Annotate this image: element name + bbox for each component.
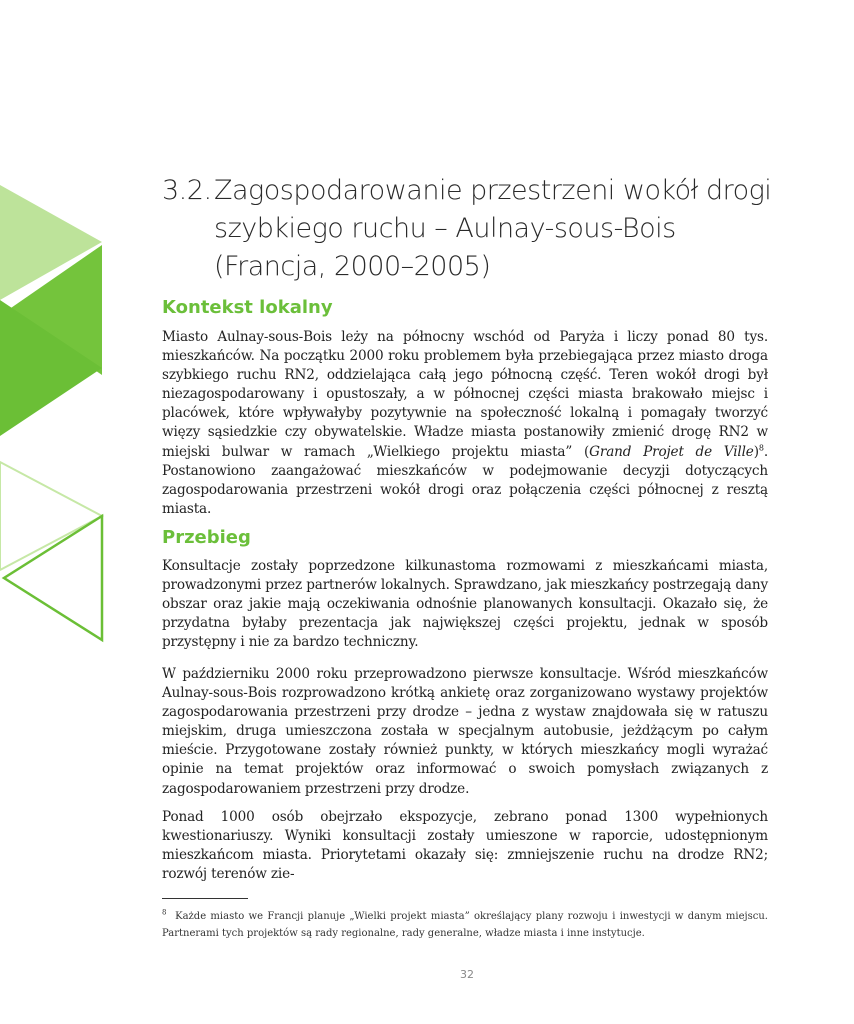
paragraph-context	[162, 328, 768, 519]
paragraph-text: Miasto Aulnay-sous-Bois leży na północny wschód od Paryża i liczy ponad 80 tys. mieszkańców. Na początku 2000 roku problemem była przebiegająca przez miasto droga szybkiego ruchu RN2, oddzielająca całą jego północną część. Teren wokół drogi był niezagospodarowany i opustoszały, a w północnej części miasta brakowało miejsc i placówek, które wpływałyby pozytywnie na społeczność lokalną i pomagały tworzyć więzy sąsiedzkie czy obywatelskie. Władze miasta postanowiły zmienić drogę RN2 w miejski bulwar w ramach „Wielkiego projektu miasta” (	[162, 329, 768, 460]
outline-triangle-green	[4, 516, 102, 640]
footnote	[162, 908, 768, 942]
paragraph-text: )	[753, 443, 759, 460]
outline-triangle-light	[0, 462, 102, 570]
paragraph-process-1: Konsultacje zostały poprzedzone kilkunastoma rozmowami z mieszkańcami miasta, prowadzonymi przez partnerów lokalnych. Sprawdzano, jak mieszkańcy postrzegają dany obszar oraz jakie mają oczekiwania odnośnie planowanych konsultacji. Okazało się, że przydatna byłaby prezentacja jak największej części projektu, jednak w sposób przystępny i nie za bardzo techniczny.	[162, 558, 769, 651]
section-heading-context: Kontekst lokalny	[162, 297, 333, 318]
page-number: 32	[460, 968, 474, 981]
chapter-number: 3.2.	[162, 175, 212, 206]
chapter-title-line: (Francja, 2000–2005)	[214, 251, 491, 282]
footnote-number: 8	[162, 908, 167, 917]
footnote-separator	[162, 898, 248, 899]
italic-project-name: Grand Projet de Ville	[589, 443, 754, 460]
paragraph-text: . Postanowiono zaangażować mieszkańców w podejmowanie decyzji dotyczących zagospodarowania przestrzeni wokół drogi oraz połączenia części północnej z resztą miasta.	[162, 443, 768, 517]
paragraph-process-3: Ponad 1000 osób obejrzało ekspozycje, zebrano ponad 1300 wypełnionych kwestionariuszy. Wyniki konsultacji zostały umieszone w raporcie, udostępnionym mieszkańcom miasta. Priorytetami okazały się: zmniejszenie ruchu na drodze RN2; rozwój terenów zie-	[162, 809, 768, 883]
chapter-title-line: szybkiego ruchu – Aulnay-sous-Bois	[214, 213, 676, 244]
section-heading-process: Przebieg	[162, 527, 251, 548]
footnote-text: Każde miasto we Francji planuje „Wielki projekt miasta” określający plany rozwoju i inwestycji w danym miejscu. Partnerami tych projektów są rady regionalne, rady generalne, władze miasta i inne instytucje.	[162, 911, 768, 939]
chapter-title-line: Zagospodarowanie przestrzeni wokół drogi	[214, 175, 772, 206]
decorative-triangles	[0, 0, 110, 650]
paragraph-process-2: W październiku 2000 roku przeprowadzono pierwsze konsultacje. Wśród mieszkańców Aulnay-sous-Bois rozprowadzono krótką ankietę oraz zorganizowano wystawy projektów zagospodarowania przestrzeni przy drodze – jedna z wystaw znajdowała się w ratuszu miejskim, druga umieszczona została w specjalnym autobusie, jeżdżącym po całym mieście. Przygotowane zostały również punkty, w których mieszkańcy mogli wyrażać opinie na temat projektów oraz informować o swoich pomysłach związanych z zagospodarowaniem przestrzeni przy drodze.	[162, 666, 768, 797]
chapter-title	[214, 172, 774, 286]
footnote-reference: 8	[758, 443, 764, 453]
